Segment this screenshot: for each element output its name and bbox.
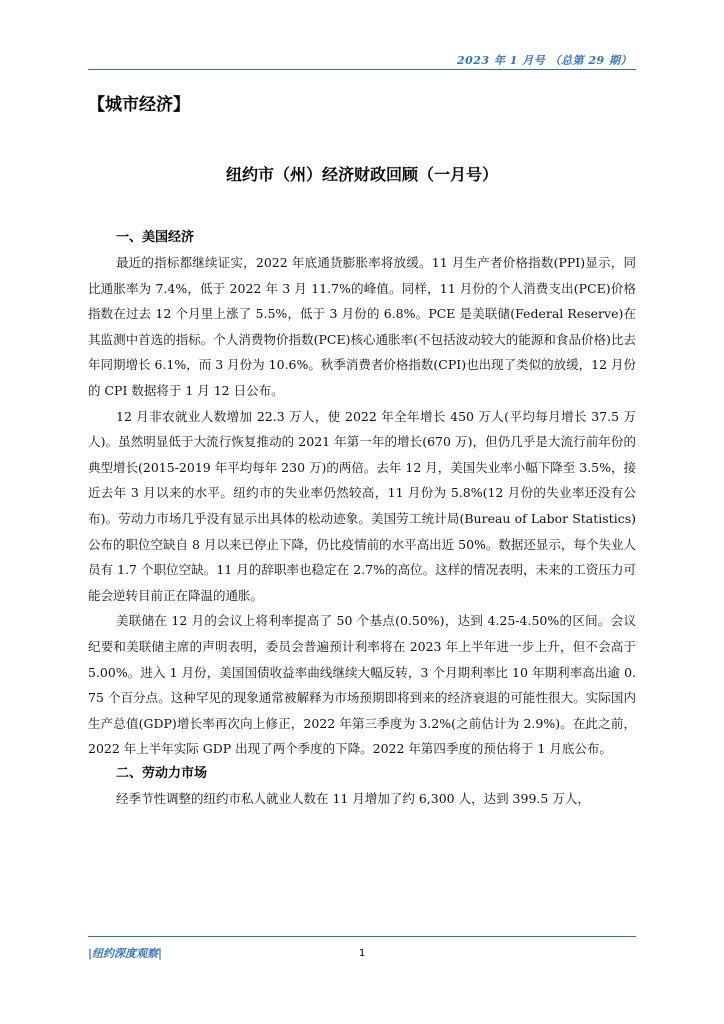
section-heading-labor-market: 二、劳动力市场 — [116, 765, 208, 781]
paragraph-interest-rates: 美联储在 12 月的会议上将利率提高了 50 个基点(0.50%)，达到 4.25-4.50%的区间。会议纪要和美联储主席的声明表明，委员会普遍预计利率将在 2023 年上半年进一步上升，但不会高于 5.00%。进入 1 月份，美国国债收益率曲线继续大幅反转，3 个月期利率比 10 年期利率高出逾 0.75 个百分点。这种罕见的现象通常被解释为市场预期即将到来的经济衰退的可能性很大。实际国内生产总值(GDP)增长率再次向上修正，2022 年第三季度为 3.2%(之前估计为 2.9%)。在此之前，2022 年上半年实际 GDP 出现了两个季度的下降。2022 年第四季度的预估将于 1 月底公布。 — [88, 613, 636, 757]
page-number: 1 — [358, 948, 366, 959]
footer-publication-name: |纽约深度观察| — [88, 947, 163, 960]
section-tag: 【城市经济】 — [88, 95, 190, 115]
header-divider — [88, 69, 636, 70]
paragraph-nyc-employment: 经季节性调整的纽约市私人就业人数在 11 月增加了约 6,300 人，达到 399.5 万人， — [116, 790, 590, 806]
paragraph-inflation: 最近的指标都继续证实，2022 年底通货膨胀率将放缓。11 月生产者价格指数(PPI)显示，同比通胀率为 7.4%，低于 2022 年 3 月 11.7%的峰值。同样，11 月份的个人消费支出(PCE)价格指数在过去 12 个月里上涨了 5.5%，低于 3 月份的 6.8%。PCE 是美联储(Federal Reserve)在其监测中首选的指标。个人消费物价指数(PCE)核心通胀率(不包括波动较大的能源和食品价格)比去年同期增长 6.1%，而 3 月份为 10.6%。秋季消费者价格指数(CPI)也出现了类似的放缓，12 月份的 CPI 数据将于 1 月 12 日公布。 — [88, 255, 636, 398]
document-body — [88, 226, 636, 811]
issue-number: 2023 年 1 月号 （总第 29 期） — [456, 54, 632, 67]
section-heading-us-economy: 一、美国经济 — [116, 230, 195, 245]
paragraph-employment: 12 月非农就业人数增加 22.3 万人，使 2022 年全年增长 450 万人(平均每月增长 37.5 万人)。虽然明显低于大流行恢复推动的 2021 年第一年的增长(670 万)，但仍几乎是大流行前年份的典型增长(2015-2019 年平均每年 230 万)的两倍。去年 12 月，美国失业率小幅下降至 3.5%，接近去年 3 月以来的水平。纽约市的失业率仍然较高，11 月份为 5.8%(12 月份的失业率还没有公布)。劳动力市场几乎没有显示出具体的松动迹象。美国劳工统计局(Bureau of Labor Statistics)公布的职位空缺自 8 月以来已停止下降，仍比疫情前的水平高出近 50%。数据还显示，每个失业人员有 1.7 个职位空缺。11 月的辞职率也稳定在 2.7%的高位。这样的情况表明，未来的工资压力可能会逆转目前正在降温的通胀。 — [88, 408, 636, 603]
document-title: 纽约市（州）经济财政回顾（一月号） — [225, 165, 498, 184]
footer-divider — [88, 936, 636, 937]
